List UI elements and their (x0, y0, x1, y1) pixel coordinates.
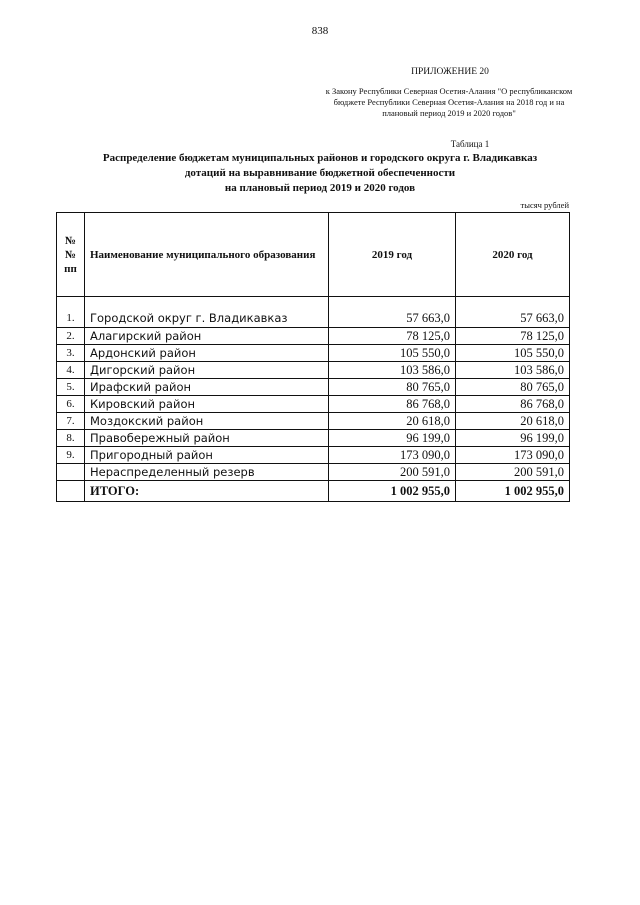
municipality-name: Правобережный район (85, 430, 329, 447)
table-row (57, 297, 570, 328)
value-2020: 96 199,0 (456, 430, 570, 447)
value-2019: 105 550,0 (329, 345, 456, 362)
municipality-name: Алагирский район (85, 328, 329, 345)
total-2019: 1 002 955,0 (329, 481, 456, 502)
total-2020: 1 002 955,0 (456, 481, 570, 502)
value-2019: 57 663,0 (329, 297, 456, 328)
value-2020: 173 090,0 (456, 447, 570, 464)
value-2020: 105 550,0 (456, 345, 570, 362)
value-2019: 103 586,0 (329, 362, 456, 379)
page-number: 838 (311, 25, 329, 37)
municipality-name: Пригородный район (85, 447, 329, 464)
value-2019: 86 768,0 (329, 396, 456, 413)
municipality-name: Ардонский район (85, 345, 329, 362)
value-2020: 78 125,0 (456, 328, 570, 345)
table-row (57, 447, 570, 464)
table-row (57, 396, 570, 413)
municipality-name: Ирафский район (85, 379, 329, 396)
value-2020: 20 618,0 (456, 413, 570, 430)
budget-table (56, 212, 570, 502)
column-header-name: Наименование муниципального образования (85, 213, 329, 297)
row-number (57, 464, 85, 481)
value-2020: 103 586,0 (456, 362, 570, 379)
value-2019: 78 125,0 (329, 328, 456, 345)
value-2019: 96 199,0 (329, 430, 456, 447)
municipality-name: Нераспределенный резерв (85, 464, 329, 481)
column-header-number: №№ пп (57, 213, 85, 297)
value-2020: 80 765,0 (456, 379, 570, 396)
total-label: ИТОГО: (85, 481, 329, 502)
row-number: 8. (57, 430, 85, 447)
column-header-2019: 2019 год (329, 213, 456, 297)
value-2020: 86 768,0 (456, 396, 570, 413)
law-reference-note: к Закону Республики Северная Осетия-Алания "О республиканском бюджете Республики Северная Осетия-Алания на 2018 год и на плановый период 2019 и 2020 годов" (325, 86, 573, 118)
title-line: Распределение бюджетам муниципальных районов и городского округа г. Владикавказ (102, 152, 538, 164)
value-2020: 57 663,0 (456, 297, 570, 328)
value-2019: 173 090,0 (329, 447, 456, 464)
value-2019: 80 765,0 (329, 379, 456, 396)
row-number: 3. (57, 345, 85, 362)
row-number: 2. (57, 328, 85, 345)
value-2020: 200 591,0 (456, 464, 570, 481)
row-number: 6. (57, 396, 85, 413)
row-number: 7. (57, 413, 85, 430)
table-row (57, 413, 570, 430)
document-title (0, 151, 640, 196)
table-row (57, 328, 570, 345)
table-row (57, 379, 570, 396)
title-line: на плановый период 2019 и 2020 годов (224, 182, 416, 194)
table-row (57, 362, 570, 379)
value-2019: 200 591,0 (329, 464, 456, 481)
municipality-name: Городской округ г. Владикавказ (85, 297, 329, 328)
municipality-name: Моздокский район (85, 413, 329, 430)
units-label: тысяч рублей (520, 200, 569, 210)
municipality-name: Дигорский район (85, 362, 329, 379)
appendix-label: ПРИЛОЖЕНИЕ 20 (411, 67, 489, 77)
total-row-number (57, 481, 85, 502)
column-header-2020: 2020 год (456, 213, 570, 297)
value-2019: 20 618,0 (329, 413, 456, 430)
table-row (57, 464, 570, 481)
table-row (57, 345, 570, 362)
row-number: 1. (57, 297, 85, 328)
table-number-label: Таблица 1 (450, 139, 490, 149)
table-header-row (57, 213, 570, 297)
title-line: дотаций на выравнивание бюджетной обеспеченности (184, 167, 456, 179)
total-row (57, 481, 570, 502)
row-number: 5. (57, 379, 85, 396)
row-number: 9. (57, 447, 85, 464)
municipality-name: Кировский район (85, 396, 329, 413)
row-number: 4. (57, 362, 85, 379)
table-row (57, 430, 570, 447)
